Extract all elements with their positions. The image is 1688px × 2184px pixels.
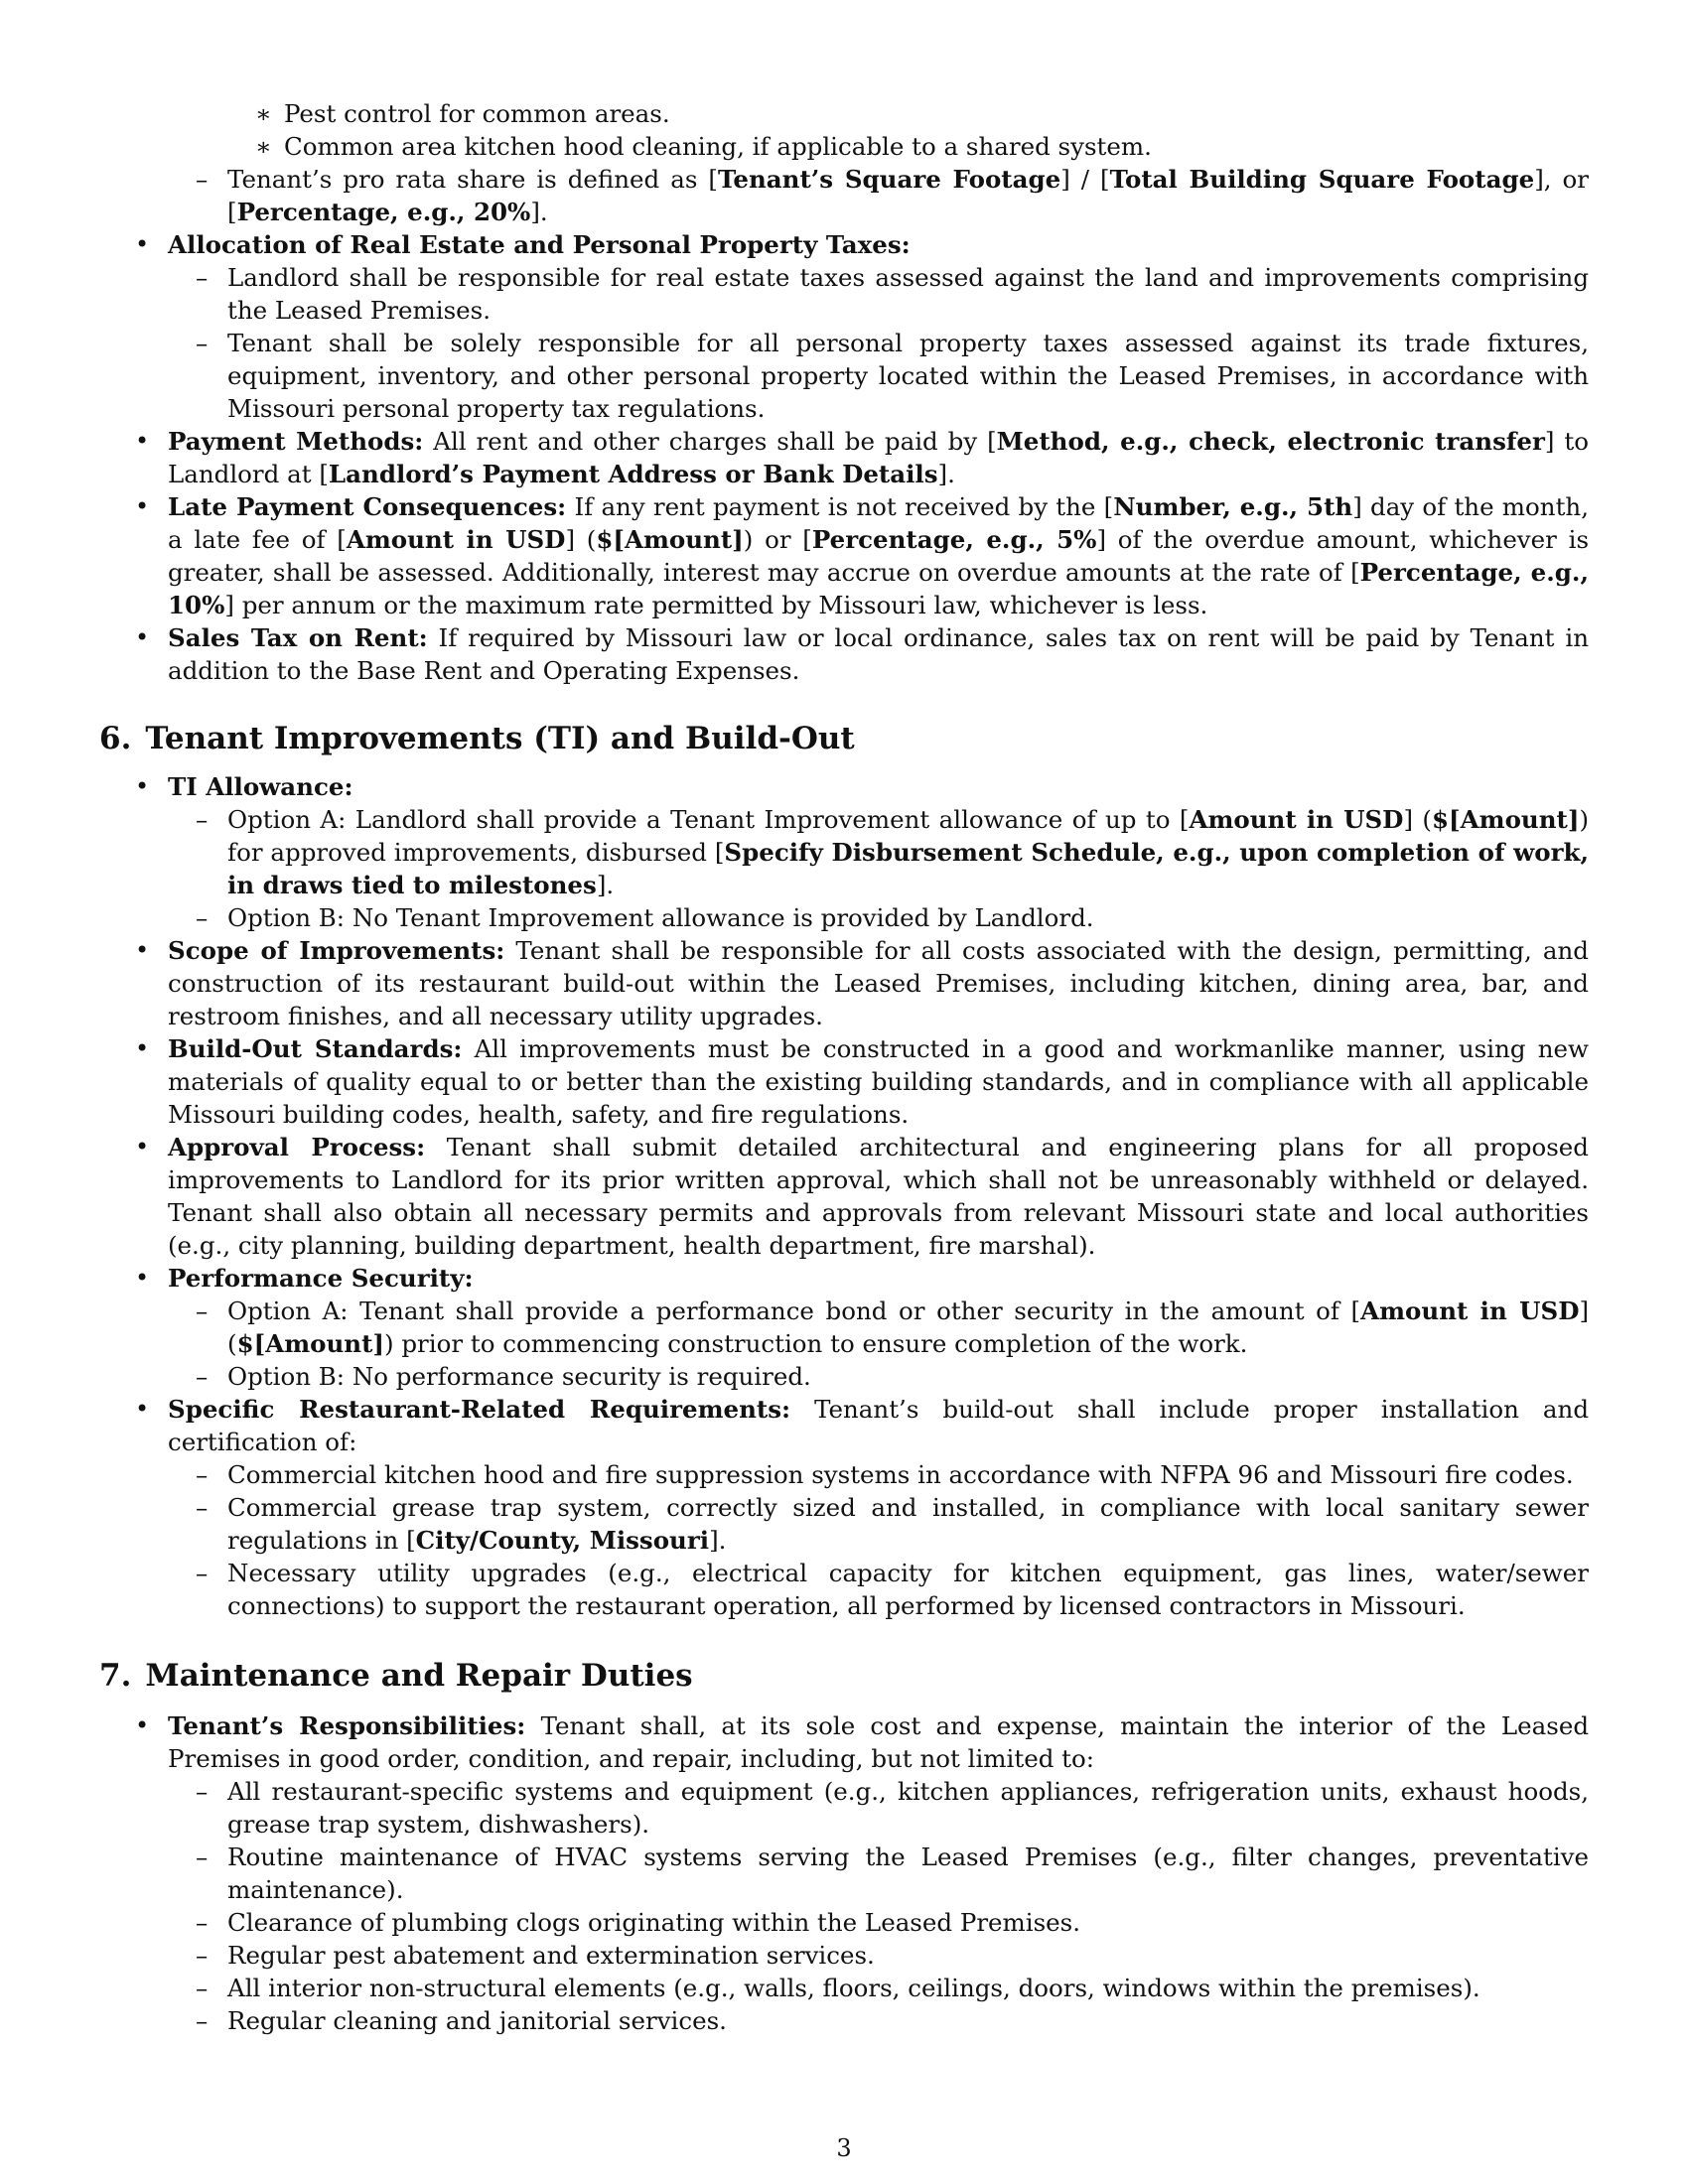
list-item-approval: • Approval Process: Tenant shall submit detailed architectural and engineering plans for all proposed improvements to Landlord for its prior written approval, which shall not be unreasonably withheld or delayed. Tenant shall also obtain all necessary permits and approvals from relevant Missouri state and local authorities (e.g., city planning, building department, health department, fire marshal). <box>99 1131 1589 1262</box>
section-6-list <box>99 770 1589 1622</box>
page-number: 3 <box>836 2134 852 2162</box>
tenant-responsibilities-list <box>168 1775 1589 2037</box>
document-page <box>99 97 1589 2037</box>
section-7-list <box>99 1709 1589 2037</box>
list-item-taxes <box>99 228 1589 425</box>
continued-subsublist <box>227 97 1589 163</box>
list-item-scope: • Scope of Improvements: Tenant shall be responsible for all costs associated with the design, permitting, and construction of its restaurant build-out within the Leased Premises, including kitchen, dining area, bar, and restroom finishes, and all necessary utility upgrades. <box>99 934 1589 1032</box>
list-item: ∗ Common area kitchen hood cleaning, if applicable to a shared system. <box>227 130 1589 163</box>
list-item: – Regular cleaning and janitorial services. <box>168 2004 1589 2037</box>
list-item-security: • Performance Security: – Option A: Tenant shall provide a performance bond or other security in the amount of [Amount in USD] ($[Amount]) prior to commencing construction to ensure completion of the work. – Option B: No performance security is required. <box>99 1262 1589 1393</box>
list-item-late-payment: • Late Payment Consequences: If any rent payment is not received by the [Number, e.g., 5th] day of the month, a late fee of [Amount in USD] ($[Amount]) or [Percentage, e.g., 5%] of the overdue amount, whichever is greater, shall be assessed. Additionally, interest may accrue on overdue amounts at the rate of [Percentage, e.g., 10%] per annum or the maximum rate permitted by Missouri law, whichever is less. <box>99 490 1589 621</box>
list-item-payment: • Payment Methods: All rent and other charges shall be paid by [Method, e.g., check, electronic transfer] to Landlord at [Landlord’s Payment Address or Bank Details]. <box>99 425 1589 490</box>
list-item: – Commercial kitchen hood and fire suppression systems in accordance with NFPA 96 and Missouri fire codes. <box>168 1458 1589 1491</box>
list-item: – All interior non-structural elements (e.g., walls, floors, ceilings, doors, windows within the premises). <box>168 1972 1589 2004</box>
list-item: – Tenant shall be solely responsible for all personal property taxes assessed against its trade fixtures, equipment, inventory, and other personal property located within the Leased Premises, in accordance with Missouri personal property tax regulations. <box>168 327 1589 425</box>
item-label: Allocation of Real Estate and Personal Property Taxes: <box>168 230 911 259</box>
list-item: – Option B: No Tenant Improvement allowance is provided by Landlord. <box>168 901 1589 934</box>
section-7-heading: 7. Maintenance and Repair Duties <box>99 1658 693 1694</box>
list-item: – Tenant’s pro rata share is defined as [Tenant’s Square Footage] / [Total Building Square Footage], or [Percentage, e.g., 20%]. <box>168 163 1589 228</box>
list-item: – Commercial grease trap system, correctly sized and installed, in compliance with local sanitary sewer regulations in [City/County, Missouri]. <box>168 1491 1589 1557</box>
section-6-heading: 6. Tenant Improvements (TI) and Build-Out <box>99 721 855 756</box>
section-5-continued-list <box>99 228 1589 687</box>
list-item: – Option A: Landlord shall provide a Tenant Improvement allowance of up to [Amount in USD] ($[Amount]) for approved improvements, disbursed [Specify Disbursement Schedule, e.g., upon completion of work, in draws tied to milestones]. <box>168 803 1589 901</box>
list-item: – Option A: Tenant shall provide a performance bond or other security in the amount of [Amount in USD] ($[Amount]) prior to commencing construction to ensure completion of the work. <box>168 1295 1589 1360</box>
list-item: – Routine maintenance of HVAC systems serving the Leased Premises (e.g., filter changes, preventative maintenance). <box>168 1841 1589 1906</box>
list-item-restaurant-requirements: • Specific Restaurant-Related Requirements: Tenant’s build-out shall include proper installation and certification of: – Commercial kitchen hood and fire suppression systems in accordance with NFPA 96 and Missouri fire codes. – Commercial grease trap system, correctly sized and installed, in compliance with local sanitary sewer regulations in [City/County, Missouri]. – Necessary utility upgrades (e.g., electrical capacity for kitchen equipment, gas lines, water/sewer connections) to support the restaurant operation, all performed by licensed contractors in Missouri. <box>99 1393 1589 1622</box>
list-item: – Regular pest abatement and extermination services. <box>168 1939 1589 1972</box>
list-item-standards: • Build-Out Standards: All improvements must be constructed in a good and workmanlike manner, using new materials of quality equal to or better than the existing building standards, and in compliance with all applicable Missouri building codes, health, safety, and fire regulations. <box>99 1032 1589 1131</box>
list-item: – Option B: No performance security is required. <box>168 1360 1589 1393</box>
list-item: – All restaurant-specific systems and equipment (e.g., kitchen appliances, refrigeration units, exhaust hoods, grease trap system, dishwashers). <box>168 1775 1589 1841</box>
continued-sublist <box>168 163 1589 228</box>
list-item: – Landlord shall be responsible for real estate taxes assessed against the land and improvements comprising the Leased Premises. <box>168 261 1589 327</box>
list-item: – Clearance of plumbing clogs originating within the Leased Premises. <box>168 1906 1589 1939</box>
list-item: – Necessary utility upgrades (e.g., electrical capacity for kitchen equipment, gas lines, water/sewer connections) to support the restaurant operation, all performed by licensed contractors in Missouri. <box>168 1557 1589 1622</box>
list-item-ti-allowance: • TI Allowance: – Option A: Landlord shall provide a Tenant Improvement allowance of up to [Amount in USD] ($[Amount]) for approved improvements, disbursed [Specify Disbursement Schedule, e.g., upon completion of work, in draws tied to milestones]. – Option B: No Tenant Improvement allowance is provided by Landlord. <box>99 770 1589 934</box>
list-item-tenant-responsibilities: • Tenant’s Responsibilities: Tenant shall, at its sole cost and expense, maintain the interior of the Leased Premises in good order, condition, and repair, including, but not limited to: – All restaurant-specific systems and equipment (e.g., kitchen appliances, refrigeration units, exhaust hoods, grease trap system, dishwashers). – Routine maintenance of HVAC systems serving the Leased Premises (e.g., filter changes, preventative maintenance). – Clearance of plumbing clogs originating within the Leased Premises. – Regular pest abatement and extermination services. – All interior non-structural elements (e.g., walls, floors, ceilings, doors, windows within the premises). – Regular cleaning and janitorial services. <box>99 1709 1589 2037</box>
list-item-sales-tax: • Sales Tax on Rent: If required by Missouri law or local ordinance, sales tax on rent will be paid by Tenant in addition to the Base Rent and Operating Expenses. <box>99 621 1589 687</box>
list-item: ∗ Pest control for common areas. <box>227 97 1589 130</box>
